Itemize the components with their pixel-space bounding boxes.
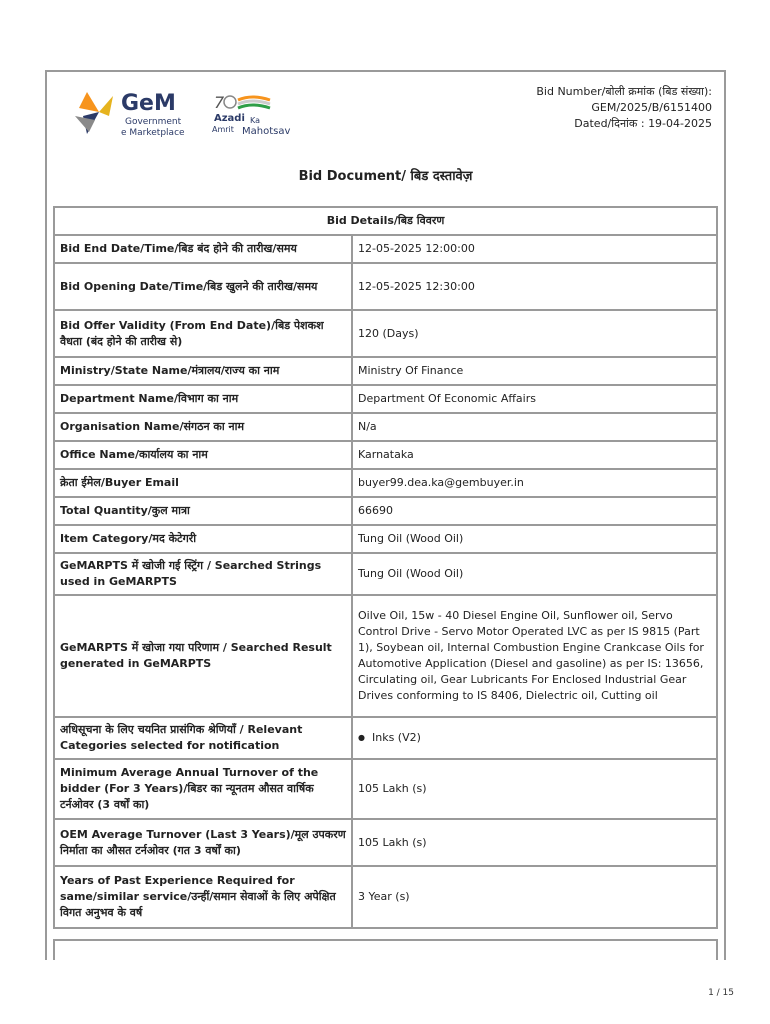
table-row [54,263,717,310]
dated-row [536,116,712,132]
table-row [54,595,717,717]
table-row [54,357,717,385]
row-value-office: Karnataka [352,441,717,469]
row-key-bid-end-date: Bid End Date/Time/बिड बंद होने की तारीख/समय [54,235,352,263]
row-key-past-experience: Years of Past Experience Required for same/similar service/उन्हीं/समान सेवाओं के लिए अपेक्षित विगत अनुभव के वर्ष [54,866,352,928]
table-row [54,235,717,263]
row-key-bid-opening-date: Bid Opening Date/Time/बिड खुलने की तारीख/समय [54,263,352,310]
table-row [54,553,717,595]
row-key-bid-offer-validity: Bid Offer Validity (From End Date)/बिड पेशकश वैधता (बंद होने की तारीख से) [54,310,352,357]
azadi-line1: Azadi [214,113,245,124]
table-continuation [53,939,718,960]
table-row [54,441,717,469]
gem-logo-text: GeM [121,91,176,116]
row-value-oem-turnover: 105 Lakh (s) [352,819,717,866]
row-key-buyer-email: क्रेता ईमेल/Buyer Email [54,469,352,497]
list-item: ● Inks (V2) [358,730,711,747]
row-value-bid-end-date: 12-05-2025 12:00:00 [352,235,717,263]
row-key-item-category: Item Category/मद केटेगरी [54,525,352,553]
table-row [54,310,717,357]
row-value-relevant-categories [352,717,717,759]
dated-value: 19-04-2025 [648,117,712,130]
table-row [54,866,717,928]
svg-text:7: 7 [214,93,225,112]
document-page [45,70,726,960]
table-row [54,819,717,866]
row-key-department: Department Name/विभाग का नाम [54,385,352,413]
table-row [54,525,717,553]
bid-number-value: GEM/2025/B/6151400 [591,101,712,114]
row-value-total-quantity: 66690 [352,497,717,525]
table-row [54,469,717,497]
row-key-relevant-categories: अधिसूचना के लिए चयनित प्रासंगिक श्रेणियाँ / Relevant Categories selected for notification [54,717,352,759]
row-key-organisation: Organisation Name/संगठन का नाम [54,413,352,441]
row-key-min-turnover: Minimum Average Annual Turnover of the bidder (For 3 Years)/बिडर का न्यूनतम औसत वार्षिक टर्नओवर (3 वर्षों का) [54,759,352,819]
row-key-ministry: Ministry/State Name/मंत्रालय/राज्य का नाम [54,357,352,385]
row-key-searched-result: GeMARPTS में खोजा गया परिणाम / Searched Result generated in GeMARPTS [54,595,352,717]
table-heading: Bid Details/बिड विवरण [54,207,717,235]
bid-meta [536,84,712,132]
dated-label: Dated/दिनांक : [574,117,645,130]
gem-logo-sub1: Government [125,117,182,127]
row-value-searched-result: Oilve Oil, 15w - 40 Diesel Engine Oil, Sunflower oil, Servo Control Drive - Servo Motor Operated LVC as per IS 9815 (Part 1), Soybean oil, Internal Combustion Engine Crankcase Oils for Automotive Application (Diesel and gasoline) as per IS: 13656, Circulating oil, Gear Lubricants For Enclosed Industrial Gear Drives conforming to IS 8406, Dielectric oil, Cutting oil [352,595,717,717]
row-value-department: Department Of Economic Affairs [352,385,717,413]
row-value-past-experience: 3 Year (s) [352,866,717,928]
azadi-line2: Amrit [212,125,234,134]
row-value-organisation: N/a [352,413,717,441]
row-value-buyer-email: buyer99.dea.ka@gembuyer.in [352,469,717,497]
document-title: Bid Document/ बिड दस्तावेज़ [298,169,473,184]
category-list [358,730,711,747]
row-value-min-turnover: 105 Lakh (s) [352,759,717,819]
bid-number-label: Bid Number/बोली क्रमांक (बिड संख्या): [536,85,712,98]
row-key-searched-strings: GeMARPTS में खोजी गई स्ट्रिंग / Searched Strings used in GeMARPTS [54,553,352,595]
table-row [54,413,717,441]
table-row [54,759,717,819]
row-value-bid-opening-date: 12-05-2025 12:30:00 [352,263,717,310]
row-value-item-category: Tung Oil (Wood Oil) [352,525,717,553]
azadi-line3: Mahotsav [242,126,291,137]
row-value-ministry: Ministry Of Finance [352,357,717,385]
page-number: 1 / 15 [708,988,734,998]
row-key-oem-turnover: OEM Average Turnover (Last 3 Years)/मूल उपकरण निर्माता का औसत टर्नओवर (गत 3 वर्षों का) [54,819,352,866]
table-row [54,497,717,525]
row-value-bid-offer-validity: 120 (Days) [352,310,717,357]
row-value-searched-strings: Tung Oil (Wood Oil) [352,553,717,595]
azadi-ka: Ka [250,116,261,125]
row-key-total-quantity: Total Quantity/कुल मात्रा [54,497,352,525]
document-header [47,72,724,162]
bid-details-table [53,206,718,929]
row-key-office: Office Name/कार्यालय का नाम [54,441,352,469]
gem-logo [65,82,205,142]
gem-logo-sub2: e Marketplace [121,128,185,138]
table-row [54,717,717,759]
azadi-ka-amrit-mahotsav-logo [212,92,322,137]
table-row [54,385,717,413]
table-heading-row [54,207,717,235]
